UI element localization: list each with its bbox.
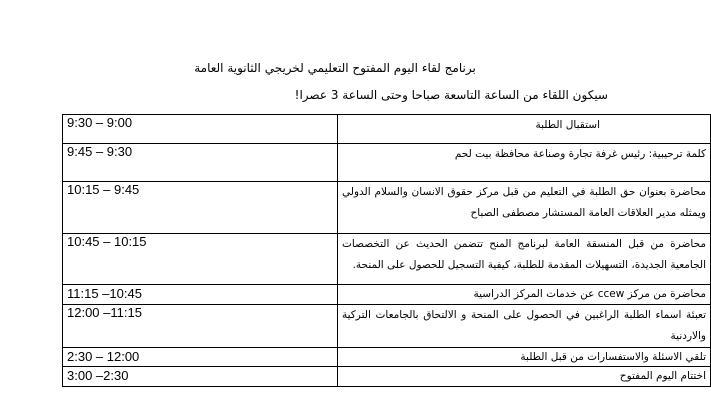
activity-cell: محاضرة بعنوان حق الطلبة في التعليم من قبل مركز حقوق الانسان والسلام الدولي ويمثله مدير العلاقات العامة المستشار مصطفى الصباح bbox=[338, 182, 711, 234]
time-cell: 11:15 –10:45 bbox=[63, 285, 338, 305]
table-row bbox=[63, 182, 711, 234]
page-subtitle: سيكون اللقاء من الساعة التاسعة صباحا وحتى الساعة 3 عصرا! bbox=[294, 88, 608, 102]
table-row bbox=[63, 348, 711, 367]
table-row bbox=[63, 144, 711, 182]
table-row bbox=[63, 285, 711, 305]
schedule-table bbox=[62, 114, 711, 387]
time-cell: 2:30 – 12:00 bbox=[63, 348, 338, 367]
activity-cell: كلمة ترحيبية: رئيس غرفة تجارة وصناعة محافظة بيت لحم bbox=[338, 144, 711, 182]
time-cell: 10:15 – 9:45 bbox=[63, 182, 338, 234]
time-cell: 3:00 –2:30 bbox=[63, 367, 338, 387]
table-row bbox=[63, 305, 711, 348]
activity-cell: اختتام اليوم المفتوح bbox=[338, 367, 711, 387]
page-title: برنامج لقاء اليوم المفتوح التعليمي لخريجي الثانوية العامة bbox=[194, 61, 476, 75]
table-row bbox=[63, 234, 711, 285]
table-row bbox=[63, 115, 711, 144]
time-cell: 12:00 –11:15 bbox=[63, 305, 338, 348]
table-row bbox=[63, 367, 711, 387]
time-cell: 9:30 – 9:00 bbox=[63, 115, 338, 144]
time-cell: 10:45 – 10:15 bbox=[63, 234, 338, 285]
activity-cell: تعبئة اسماء الطلبة الراغبين في الحصول على المنحة و الالتحاق بالجامعات التركية والاردنية bbox=[338, 305, 711, 348]
time-cell: 9:45 – 9:30 bbox=[63, 144, 338, 182]
activity-cell: محاضرة من قبل المنسقة العامة لبرنامج المنح تتضمن الحديث عن التخصصات الجامعية الجديدة، التسهيلات المقدمة للطلبة، كيفية التسجيل للحصول على المنحة. bbox=[338, 234, 711, 285]
activity-cell: استقبال الطلبة bbox=[338, 115, 711, 144]
activity-cell: تلقي الاسئلة والاستفسارات من قبل الطلبة bbox=[338, 348, 711, 367]
activity-cell: محاضرة من مركز ccew عن خدمات المركز الدراسية bbox=[338, 285, 711, 305]
